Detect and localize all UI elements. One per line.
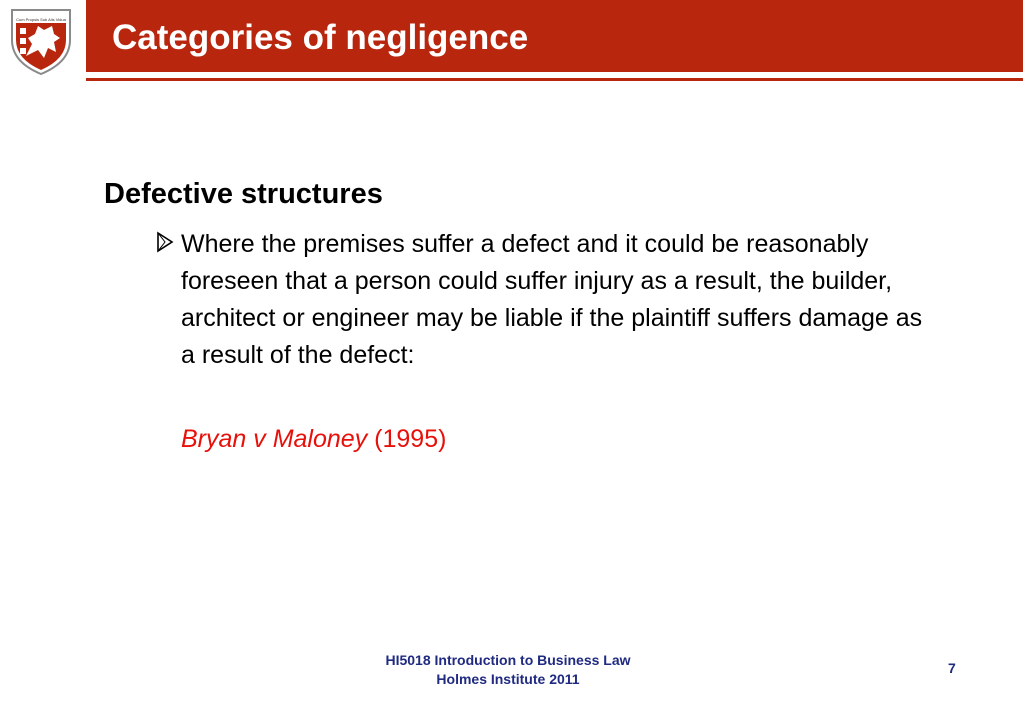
footer-institute: Holmes Institute 2011 xyxy=(436,671,580,687)
institute-logo xyxy=(8,4,74,76)
bullet-text: Where the premises suffer a defect and it could be reasonably foreseen that a person could suffer injury as a result, the builder, architect or engineer may be liable if the plaintiff suffers damage as a result of the defect: xyxy=(181,230,923,369)
case-citation xyxy=(181,421,446,458)
page-number: 7 xyxy=(948,660,956,676)
footer xyxy=(330,651,686,689)
footer-course: HI5018 Introduction to Business Law xyxy=(385,652,631,668)
logo-motto: Cum Propsis Sub Alis Vidua xyxy=(16,17,66,22)
title-divider xyxy=(86,78,1023,81)
arrow-bullet-icon xyxy=(156,230,174,254)
case-name: Bryan v Maloney xyxy=(181,425,368,453)
case-year: (1995) xyxy=(374,425,447,453)
shield-crest-icon xyxy=(8,4,74,76)
title-bar xyxy=(86,0,1023,72)
section-heading: Defective structures xyxy=(104,178,383,210)
slide-title: Categories of negligence xyxy=(112,18,529,57)
